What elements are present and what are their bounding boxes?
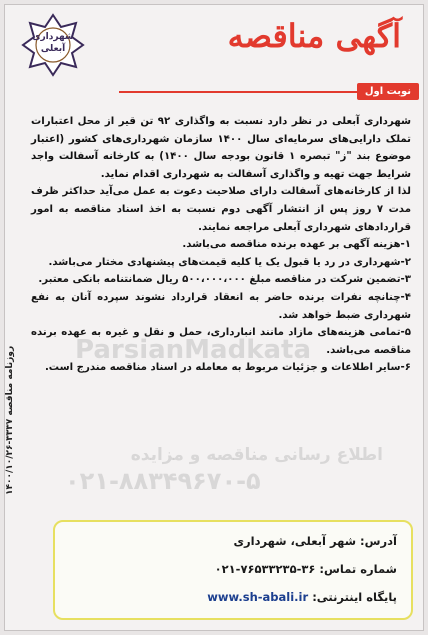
notice-item: ۳-تضمین شرکت در مناقصه مبلغ ۵۰۰،۰۰۰،۰۰۰ ریال ضمانتنامه بانکی معتبر. [38,274,411,286]
watermark-brand: ParsianMadkata [75,335,312,365]
notice-body [31,113,411,377]
notice-item: ۱-هزینه آگهی بر عهده برنده مناقصه می‌باشد. [182,239,411,251]
watermark-phone: ۰۲۱-۸۸۳۴۹۶۷۰-۵ [65,467,261,495]
emblem-label: شهرداری آبعلی [32,32,74,54]
notice-item: ۲-شهرداری در رد یا قبول یک یا کلیه قیمت‌های پیشنهادی مختار می‌باشد. [48,256,411,268]
website-link[interactable]: www.sh-abali.ir [207,590,309,604]
notice-paragraph: لذا از کارخانه‌های آسفالت دارای صلاحیت دعوت به عمل می‌آید حداکثر ظرف مدت ۷ روز پس از انتشار آگهی دوم نسبت به اخذ اسناد مناقصه به امور قراردادهای شهرداری آبعلی مراجعه نمایند. [31,186,411,233]
notice-item: ۵-تمامی هزینه‌های مازاد مانند انبارداری، حمل و نقل و غیره به عهده برنده مناقصه می‌باشد. [31,327,411,356]
notice-item: ۴-چنانچه نفرات برنده حاضر به انعقاد قرارداد نشوند سپرده آنان به نفع شهرداری ضبط خواهد شد. [31,291,411,321]
side-publication-info: روزنامه مناقصه ۳۳۳۷-۱۴۰۰/۱۰/۲۶ [5,345,15,495]
page-title: آگهی مناقصه [227,17,401,55]
notice-paragraph: شهرداری آبعلی در نظر دارد نسبت به واگذاری ۹۲ تن قیر از محل اعتبارات تملک دارایی‌های سرمایه‌ای سال ۱۴۰۰ سازمان شهرداری‌های کشور (اعتبار موضوع بند "ز" تبصره ۱ قانون بودجه سال ۱۴۰۰) به کارخانه آسفالت واجد شرایط جهت تهیه و واگذاری آسفالت به شهرداری اقدام نماید. [31,116,412,180]
contact-box [53,520,413,620]
website-label: پایگاه اینترنتی: [312,590,397,604]
address-text: آدرس: شهر آبعلی، شهرداری [233,534,397,548]
phone-text: شماره تماس: ۳۶-۷۶۵۳۳۲۳۵-۰۲۱ [214,562,397,576]
watermark-service: اطلاع رسانی مناقصه و مزایده [130,445,383,465]
notice-card [4,4,424,631]
website-line [207,590,397,604]
edition-badge: نوبت اول [357,83,419,100]
notice-item: ۶-سایر اطلاعات و جزئیات مربوط به معامله در اسناد مناقصه مندرج است. [44,362,411,374]
